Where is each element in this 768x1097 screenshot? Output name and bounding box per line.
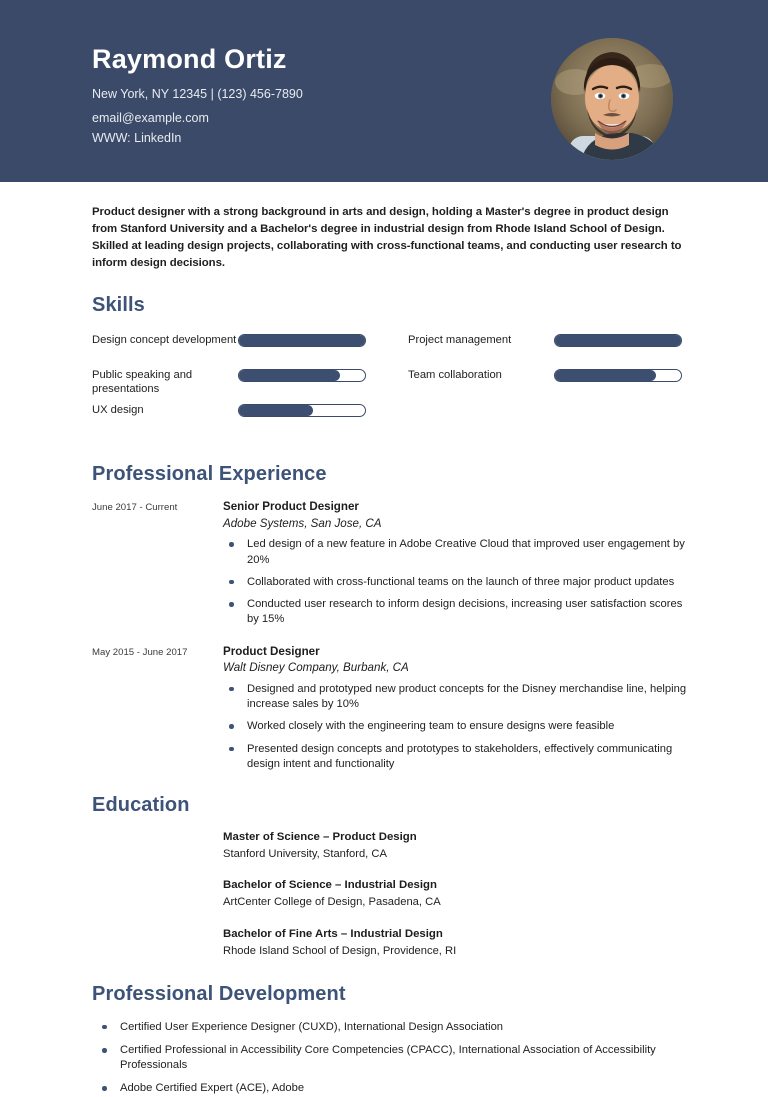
education-degree: Master of Science – Product Design xyxy=(223,831,417,844)
page-title: Raymond Ortiz xyxy=(92,44,287,74)
skills-left-column xyxy=(92,332,374,437)
skill-row xyxy=(92,402,374,437)
education-section xyxy=(92,794,690,959)
skill-label: Public speaking and presentations xyxy=(92,368,193,396)
skills-grid xyxy=(92,332,690,437)
experience-job-title: Product Designer xyxy=(223,644,320,658)
experience-dates: June 2017 - Current xyxy=(92,501,178,513)
skills-section-title: Skills xyxy=(92,293,145,316)
experience-bullet-item: Collaborated with cross-functional teams on the launch of three major product updates xyxy=(223,575,690,590)
skill-level-bar xyxy=(238,404,366,417)
skill-level-bar xyxy=(554,369,682,382)
education-item xyxy=(223,927,690,959)
experience-bullet-item: Designed and prototyped new product concepts for the Disney merchandise line, helping increase sales by 10% xyxy=(223,682,690,712)
skill-row xyxy=(92,332,374,367)
experience-bullet-item: Conducted user research to inform design decisions, increasing user satisfaction scores by 15% xyxy=(223,597,690,627)
professional-development-list xyxy=(92,1020,690,1097)
experience-detail xyxy=(223,499,690,628)
skills-section xyxy=(92,294,690,437)
experience-company: Adobe Systems, San Jose, CA xyxy=(223,516,382,530)
experience-section xyxy=(92,463,690,772)
experience-bullet-item: Presented design concepts and prototypes to stakeholders, effectively communicating design intent and functionality xyxy=(223,742,690,772)
education-school: ArtCenter College of Design, Pasadena, CA xyxy=(223,896,441,909)
education-section-title: Education xyxy=(92,794,190,817)
skill-level-fill xyxy=(239,405,313,416)
experience-item xyxy=(92,644,690,773)
experience-list xyxy=(92,499,690,772)
skills-right-column xyxy=(408,332,690,437)
resume-body xyxy=(0,204,768,1097)
education-school: Rhode Island School of Design, Providence, RI xyxy=(223,944,457,957)
professional-development-item: Certified Professional in Accessibility Core Competencies (CPACC), International Association of Accessibility Professionals xyxy=(92,1043,690,1073)
skill-label: UX design xyxy=(92,403,144,416)
professional-development-item: Certified User Experience Designer (CUXD), International Design Association xyxy=(92,1020,690,1035)
professional-development-section-title: Professional Development xyxy=(92,982,346,1005)
experience-dates: May 2015 - June 2017 xyxy=(92,646,188,658)
education-degree: Bachelor of Science – Industrial Design xyxy=(223,879,437,892)
experience-bullets xyxy=(223,682,690,772)
professional-development-section xyxy=(92,983,690,1097)
skill-level-bar xyxy=(238,369,366,382)
summary-paragraph: Product designer with a strong background in arts and design, holding a Master's degree in product design from Stanford University and a Bachelor's degree in industrial design from Rhode Island School of Design. Skilled at leading design projects, collaborating with cross-functional teams, and conducting user research to inform design decisions. xyxy=(92,206,682,269)
contact-location-phone: New York, NY 12345 | (123) 456-7890 xyxy=(92,87,303,102)
experience-item xyxy=(92,499,690,628)
skill-level-bar xyxy=(238,334,366,347)
skill-level-fill xyxy=(555,335,681,346)
professional-development-item: Adobe Certified Expert (ACE), Adobe xyxy=(92,1081,690,1096)
experience-job-title: Senior Product Designer xyxy=(223,499,359,513)
experience-bullet-item: Worked closely with the engineering team to ensure designs were feasible xyxy=(223,719,690,734)
education-degree: Bachelor of Fine Arts – Industrial Design xyxy=(223,927,443,940)
avatar xyxy=(551,38,673,160)
contact-website[interactable]: WWW: LinkedIn xyxy=(92,130,182,145)
skill-level-fill xyxy=(239,335,365,346)
skill-label: Project management xyxy=(408,333,512,346)
skill-level-fill xyxy=(555,370,656,381)
portrait-photo-icon xyxy=(551,38,673,160)
resume-header xyxy=(0,0,768,182)
experience-bullets xyxy=(223,537,690,627)
skill-row xyxy=(408,367,690,402)
skill-row xyxy=(408,332,690,367)
contact-email[interactable]: email@example.com xyxy=(92,111,209,126)
skill-level-fill xyxy=(239,370,340,381)
education-item xyxy=(223,878,690,910)
experience-company: Walt Disney Company, Burbank, CA xyxy=(223,661,409,675)
skill-label: Team collaboration xyxy=(408,368,502,381)
education-list xyxy=(92,830,690,959)
header-contact-block xyxy=(92,44,522,148)
education-item xyxy=(223,830,690,862)
skill-label: Design concept development xyxy=(92,333,237,346)
skill-level-bar xyxy=(554,334,682,347)
experience-detail xyxy=(223,644,690,773)
skill-row xyxy=(92,367,374,402)
education-school: Stanford University, Stanford, CA xyxy=(223,848,387,861)
experience-bullet-item: Led design of a new feature in Adobe Creative Cloud that improved user engagement by 20% xyxy=(223,537,690,567)
experience-section-title: Professional Experience xyxy=(92,462,327,485)
